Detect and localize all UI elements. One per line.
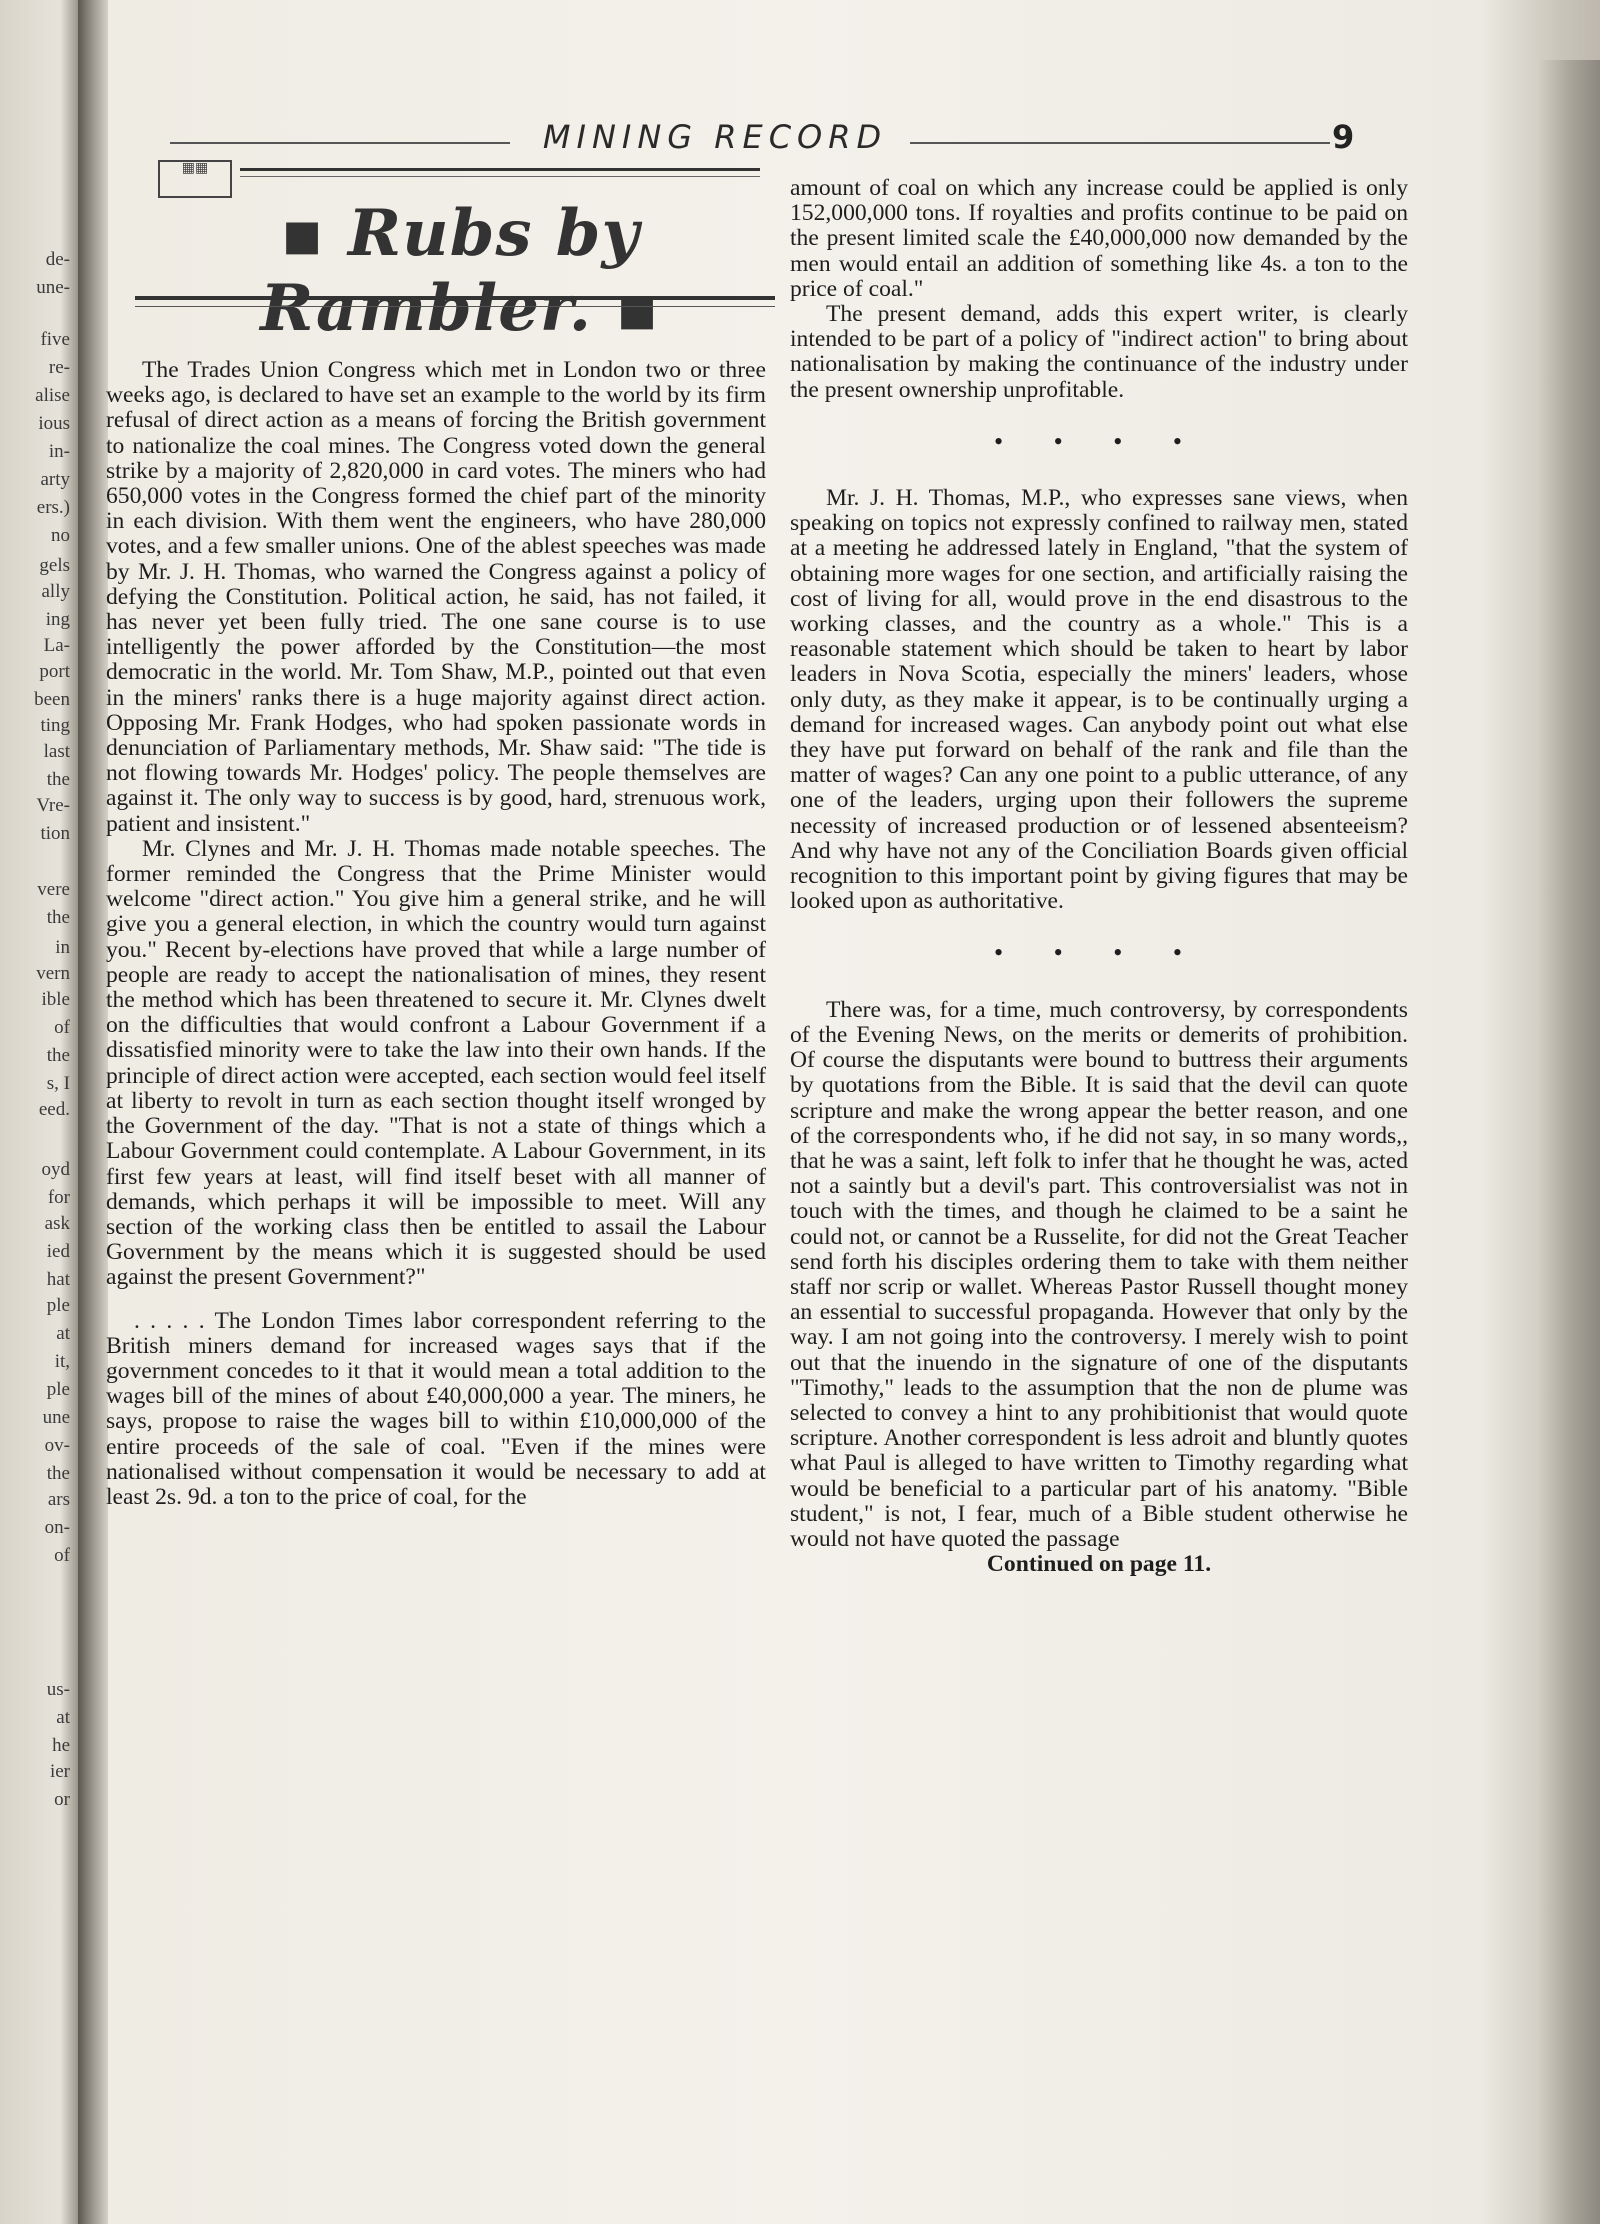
previous-page-fragment: eed. [38,1099,70,1120]
previous-page-fragment: Vre- [36,795,70,816]
previous-page-fragment: at [56,1707,70,1728]
article-title-text: Rubs by Rambler. [260,196,640,346]
previous-page-fragment: us- [46,1679,70,1700]
page-number: 9 [1332,118,1355,156]
previous-page-fragment: La- [43,635,70,656]
paragraph: amount of coal on which any increase could be applied is only 152,000,000 tons. If royalties and profits continue to be paid on the present limited scale the £40,000,000 now demanded by the men would entail an addition of something like 4s. a ton to the price of coal." [790,175,1408,302]
previous-page-fragment: at [56,1323,70,1344]
title-bullet-icon: ▪ [592,271,660,346]
previous-page-fragment: been [34,689,70,710]
previous-page-fragment: for [47,1187,70,1208]
previous-page-fragment: ier [49,1761,70,1782]
header-rule [170,142,510,144]
title-ornament-rule [240,168,760,177]
paragraph: There was, for a time, much controversy, by correspondents of the Evening News, on the merits or demerits of prohibition. Of course the disputants were bound to buttress their arguments by quotations from the Bible. It is said that the devil can quote scripture and make the wrong appear the better reason, and one of the correspondents who, if he did not say, in so many words,, that he was a saint, left folk to infer that he thought he was, acted not a saintly but a devil's part. This controversialist was not in touch with the times, and though he claimed to be a saint he could not, or cannot be a Russelite, for did not the Great Teacher send forth his disciples ordering them to take with them neither staff nor scrip or wallet. Whereas Pastor Russell thought money an essential to successful propaganda. However that only by the way. I am not going into the controversy. I merely wish to point out that the inuendo in the signature of one of the disputants "Timothy," leads to the assumption that the non de plume was selected to convey a hint to any prohibitionist that would quote scripture. Another correspondent is less adroit and bluntly quotes what Paul is alleged to have written to Timothy regarding what would be beneficial to a particular part of his anatomy. "Bible student," is not, I fear, much of a Bible student otherwise he would not have quoted the passage [790,996,1408,1552]
previous-page-fragment: port [39,661,70,682]
previous-page-fragment: une- [36,277,70,298]
previous-page-fragment: ers.) [36,497,70,518]
previous-page-fragment: of [54,1017,70,1038]
section-separator: • • • • [994,938,1204,968]
previous-page-fragment: in [55,937,70,958]
previous-page-fragment: une [42,1407,70,1428]
continued-note: Continued on page 11. [986,1551,1212,1578]
previous-page-fragment: tion [40,823,70,844]
column-right [790,176,1408,1577]
previous-page-fragment: the [46,769,70,790]
previous-page-fragment: ple [46,1379,70,1400]
previous-page-fragment: on- [44,1517,70,1538]
previous-page-fragment: ask [44,1213,70,1234]
previous-page-fragment: the [46,1463,70,1484]
previous-page-fragment: gels [39,555,70,576]
previous-page-fragment: hat [46,1269,70,1290]
previous-page-fragment: five [40,329,70,350]
paragraph: . . . . . The London Times labor correspondent referring to the British miners demand for increased wages says that if the government concedes to it that it would mean a total addition to the wages bill of the mines of about £40,000,000 a year. The miners, he says, propose to raise the wages bill to within £10,000,000 of the entire proceeds of the sale of coal. "Even if the mines were nationalised without compensation it would be necessary to add at least 2s. 9d. a ton to the price of coal, for the [106,1307,766,1510]
previous-page-fragment: arty [40,469,70,490]
paragraph: Mr. J. H. Thomas, M.P., who expresses sane views, when speaking on topics not expressly confined to railway men, stated at a meeting he addressed lately in England, "that the system of obtaining more wages for one section, and artificially raising the cost of living for all, would prove in the end disastrous to the working classes, and the country as a whole." This is a reasonable statement which should be taken to heart by labor leaders in Nova Scotia, especially the miners' leaders, whose only duty, as they make it appear, is to be continually urging a demand for increased wages. Can anybody point out what else they have put forward on behalf of the rank and file than the matter of wages? Can any one point to a public utterance, of any one of the leaders, urging upon their followers the supreme necessity of increased production or of lessened absenteeism? And why have not any of the Conciliation Boards given official recognition to this important point by giving figures that may be looked upon as authoritative. [790,485,1408,915]
previous-page-fragment: of [54,1545,70,1566]
previous-page-fragment: no [51,525,70,546]
previous-page-fragment: vere [37,879,70,900]
title-rule [135,296,775,307]
header-rule [910,142,1330,144]
previous-page-fragment: s, I [46,1073,70,1094]
running-head: MINING RECORD [542,118,888,156]
previous-page-fragment: or [54,1789,70,1810]
previous-page-fragment: last [43,741,70,762]
section-separator: • • • • [994,426,1204,456]
title-bullet-icon: ▪ [280,196,348,271]
previous-page-fragment: ars [47,1489,70,1510]
previous-page-fragment: ally [41,581,70,602]
previous-page-fragment: the [46,1045,70,1066]
previous-page-strip [0,0,78,2224]
paragraph: The Trades Union Congress which met in London two or three weeks ago, is declared to have set an example to the world by its firm refusal of direct action as a means of forcing the British government to nationalize the coal mines. The Congress voted down the general strike by a majority of 2,820,000 in card votes. The miners who had 650,000 votes in the Congress formed the chief part of the minority in each division. With them went the engineers, who have 280,000 votes, and a few smaller unions. One of the ablest speeches was made by Mr. J. H. Thomas, who warned the Congress against a policy of defying the Constitution. Political action, he said, has not failed, it has never yet been fully tried. The one sane course is to use intelligently the power afforded by the Constitution—the most democratic in the world. Mr. Tom Shaw, M.P., pointed out that even in the miners' ranks there is a huge majority against direct action. Opposing Mr. Frank Hodges, who had spoken passionate words in denunciation of Parliamentary methods, Mr. Shaw said: "The tide is not flowing towards Mr. Hodges' policy. The people themselves are against it. The only way to success is by good, hard, strenuous work, patient and insistent." [106,357,766,837]
previous-page-fragment: ov- [44,1435,70,1456]
previous-page-fragment: de- [45,249,70,270]
previous-page-fragment: ing [45,609,70,630]
article-title [150,196,770,346]
previous-page-fragment: alise [35,385,70,406]
previous-page-fragment: vern [36,963,70,984]
previous-page-fragment: ious [38,413,70,434]
paragraph: Mr. Clynes and Mr. J. H. Thomas made notable speeches. The former reminded the Congress that the Prime Minister would welcome "direct action." You give him a general strike, and he will give you a general election, in which the country would turn against you." Recent by-elections have proved that while a large number of people are ready to accept the nationalisation of mines, they resent the method which has been threatened to secure it. Mr. Clynes dwelt on the difficulties that would confront a Labour Government if a dissatisfied minority were to take the law into their own hands. If the principle of direct action were accepted, each section would feel itself at liberty to revolt in turn as each section thought itself wronged by the Government of the day. "That is not a state of things which a Labour Government could contemplate. A Labour Government, in its first few years at least, will find itself beset with all manner of demands, which perhaps it will be impossible to meet. Will any section of the working class then be entitled to assail the Labour Government by the means which it is suggested should be used against the present Government?" [106,835,766,1291]
previous-page-fragment: it, [54,1351,70,1372]
ornament-icon: ▦▦ [158,160,232,198]
page-edge [1540,60,1600,2224]
previous-page-fragment: re- [48,357,70,378]
previous-page-fragment: he [52,1735,70,1756]
previous-page-fragment: the [46,907,70,928]
previous-page-fragment: ible [41,989,70,1010]
binding-gutter [78,0,108,2224]
column-left [106,358,766,1510]
paragraph: The present demand, adds this expert writer, is clearly intended to be part of a policy of "indirect action" to bring about nationalisation by making the continuance of the industry under the present ownership unprofitable. [790,301,1408,403]
previous-page-fragment: ting [40,715,70,736]
previous-page-fragment: ple [46,1295,70,1316]
previous-page-fragment: ied [46,1241,70,1262]
previous-page-fragment: oyd [41,1159,70,1180]
previous-page-fragment: in- [48,441,70,462]
